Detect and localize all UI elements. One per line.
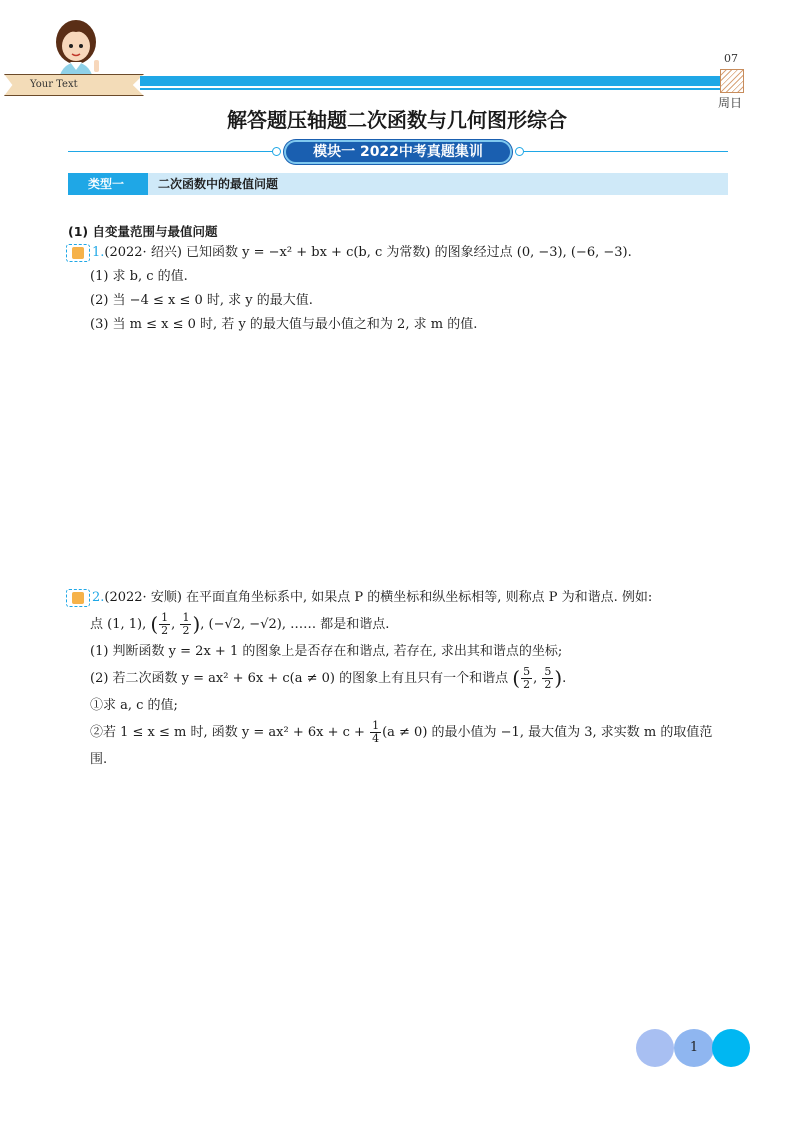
example-text: 点 (1, 1),	[90, 617, 151, 632]
fraction-five-halves: $\frac{5}{2}$	[523, 665, 531, 691]
page-title: 解答题压轴题二次函数与几何图形综合	[227, 108, 567, 132]
paren-close: )	[192, 612, 201, 636]
question-badge-icon	[66, 589, 90, 607]
fraction-quarter: $\frac{1}{4}$	[372, 719, 380, 745]
question-2-part-2-ii-cont: 围.	[90, 752, 108, 767]
question-1-part-2: (2) 当 −4 ≤ x ≤ 0 时, 求 y 的最大值.	[90, 293, 313, 308]
question-2	[66, 584, 736, 773]
hatched-box	[720, 69, 744, 93]
question-badge-icon	[66, 244, 90, 262]
ribbon-text: Your Text	[30, 79, 78, 90]
week-number: 07	[724, 52, 738, 65]
header-bar-line	[140, 88, 720, 90]
page-number: 1	[689, 1040, 699, 1055]
question-2-part-2-ii: ②若 1 ≤ x ≤ m 时, 函数 y = ax² + 6x + c + $\frac{1}{4}$ (a ≠ 0) 的最小值为 −1, 最大值为 3, 求实数 m 的取值范	[90, 719, 713, 745]
example-text-rest: , (−√2, −√2), …… 都是和谐点.	[200, 617, 390, 632]
question-1-part-1: (1) 求 b, c 的值.	[90, 269, 188, 284]
question-2-part-1: (1) 判断函数 y = 2x + 1 的图象上是否存在和谐点, 若存在, 求出其和谐点的坐标;	[90, 644, 563, 659]
question-2-stem	[66, 584, 736, 611]
question-1-part-3: (3) 当 m ≤ x ≤ 0 时, 若 y 的最大值与最小值之和为 2, 求 m 的值.	[90, 317, 478, 332]
module-dot-left	[272, 147, 281, 156]
module-line-left	[68, 151, 273, 152]
module-line-right	[524, 151, 728, 152]
question-text: (2022· 绍兴) 已知函数 y = −x² + bx + c(b, c 为常数) 的图象经过点 (0, −3), (−6, −3).	[104, 245, 632, 260]
type-tag: 类型一	[68, 173, 148, 195]
fraction-half: $\frac{1}{2}$	[161, 611, 169, 637]
section-heading: (1) 自变量范围与最值问题	[68, 224, 218, 239]
question-2-part-2: (2) 若二次函数 y = ax² + 6x + c(a ≠ 0) 的图象上有且只有一个和谐点 ( $\frac{5}{2}$ , $\frac{5}{2}$ ).	[90, 665, 567, 691]
weekday-label: 周日	[718, 96, 743, 110]
question-2-examples: 点 (1, 1), ( $\frac{1}{2}$ , $\frac{1}{2}$ ), (−√2, −√2), …… 都是和谐点.	[90, 611, 390, 637]
fraction-five-halves: $\frac{5}{2}$	[544, 665, 552, 691]
question-number: 1.	[92, 245, 105, 260]
question-1	[66, 241, 728, 337]
pager-circle-left	[636, 1029, 674, 1067]
type-label: 二次函数中的最值问题	[158, 177, 279, 191]
page-indicator	[636, 1028, 756, 1068]
fraction-half: $\frac{1}{2}$	[182, 611, 190, 637]
header-bar	[140, 76, 720, 86]
question-number: 2.	[92, 590, 105, 605]
page-header	[0, 0, 794, 110]
question-text: (2022· 安顺) 在平面直角坐标系中, 如果点 P 的横坐标和纵坐标相等, 则称点 P 为和谐点. 例如:	[104, 590, 653, 605]
teacher-illustration	[40, 14, 120, 84]
module-dot-right	[515, 147, 524, 156]
module-banner: 模块一 2022中考真题集训	[284, 140, 512, 164]
pager-circle-right	[712, 1029, 750, 1067]
paren-open: (	[150, 612, 159, 636]
question-1-stem	[66, 241, 728, 265]
question-2-part-2-i: ①求 a, c 的值;	[90, 698, 178, 713]
